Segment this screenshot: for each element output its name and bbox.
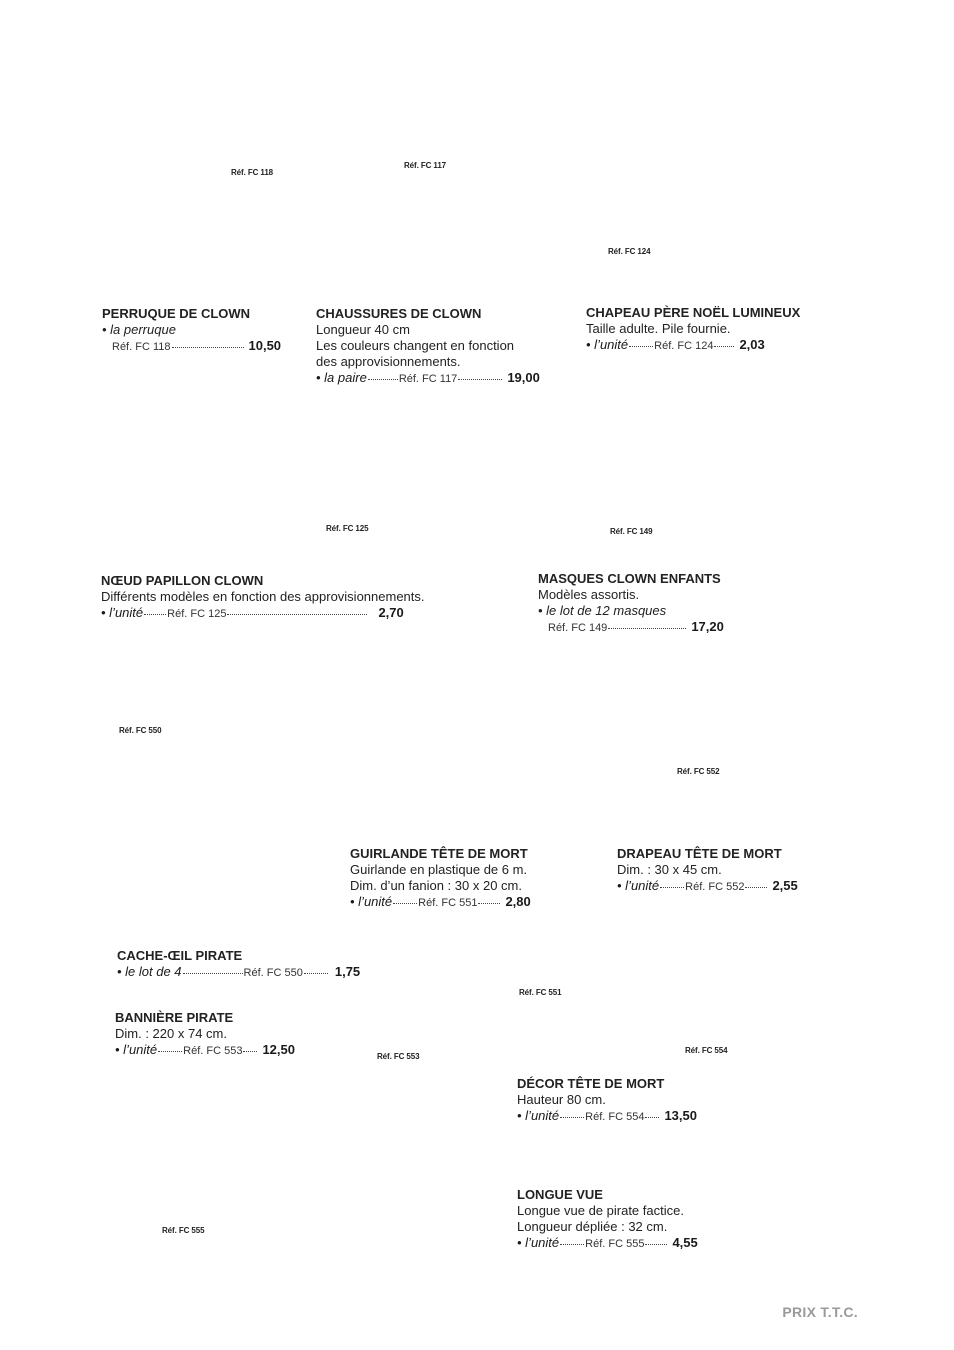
dot-leader bbox=[745, 887, 767, 888]
product-chapeau bbox=[586, 305, 800, 354]
product-unit: • la paire bbox=[316, 370, 367, 385]
product-price: 1,75 bbox=[334, 964, 361, 979]
image-ref-fc555: Réf. FC 555 bbox=[162, 1226, 205, 1235]
product-desc-line: Dim. d’un fanion : 30 x 20 cm. bbox=[350, 878, 522, 893]
product-banniere bbox=[115, 1010, 295, 1059]
product-price: 12,50 bbox=[262, 1042, 295, 1057]
image-ref-fc149: Réf. FC 149 bbox=[610, 527, 653, 536]
product-desc-line: Modèles assortis. bbox=[538, 587, 640, 602]
product-price: 13,50 bbox=[664, 1108, 697, 1123]
product-unit: • l’unité bbox=[115, 1042, 158, 1057]
product-unit: • la perruque bbox=[102, 322, 176, 337]
product-ref: Réf. FC 552 bbox=[685, 881, 745, 893]
product-unit: • l’unité bbox=[517, 1235, 560, 1250]
product-title: BANNIÈRE PIRATE bbox=[115, 1010, 234, 1025]
product-unit: • le lot de 12 masques bbox=[538, 603, 667, 618]
product-desc-line: Dim. : 30 x 45 cm. bbox=[617, 862, 722, 877]
image-ref-fc117: Réf. FC 117 bbox=[404, 161, 447, 170]
product-ref: Réf. FC 553 bbox=[183, 1045, 243, 1057]
product-desc-line: Dim. : 220 x 74 cm. bbox=[115, 1026, 227, 1041]
image-ref-fc552: Réf. FC 552 bbox=[677, 767, 720, 776]
product-ref: Réf. FC 550 bbox=[243, 967, 303, 979]
product-ref: Réf. FC 555 bbox=[585, 1238, 645, 1250]
product-desc-line: Longueur 40 cm bbox=[316, 322, 410, 337]
product-desc-line: Différents modèles en fonction des approvisionnements. bbox=[101, 589, 425, 604]
image-ref-fc118: Réf. FC 118 bbox=[231, 168, 274, 177]
product-title: PERRUQUE DE CLOWN bbox=[102, 306, 251, 321]
product-ref: Réf. FC 554 bbox=[585, 1111, 645, 1123]
dot-leader bbox=[172, 347, 244, 348]
product-unit: • le lot de 4 bbox=[117, 964, 182, 979]
image-ref-fc554: Réf. FC 554 bbox=[685, 1046, 728, 1055]
product-price: 19,00 bbox=[507, 370, 540, 385]
product-title: CHAPEAU PÈRE NOËL LUMINEUX bbox=[586, 305, 801, 320]
product-masques bbox=[538, 571, 724, 636]
dot-leader bbox=[393, 903, 417, 904]
dot-leader bbox=[304, 973, 328, 974]
product-unit: • l’unité bbox=[586, 337, 629, 352]
product-cacheoeil bbox=[117, 948, 360, 981]
product-desc-line: Les couleurs changent en fonction bbox=[316, 338, 515, 353]
product-price: 17,20 bbox=[691, 619, 724, 634]
image-ref-fc553: Réf. FC 553 bbox=[377, 1052, 420, 1061]
product-title: DRAPEAU TÊTE DE MORT bbox=[617, 846, 782, 861]
product-price: 10,50 bbox=[248, 338, 282, 353]
dot-leader bbox=[645, 1117, 659, 1118]
product-title: NŒUD PAPILLON CLOWN bbox=[101, 573, 264, 588]
dot-leader bbox=[629, 346, 653, 347]
product-ref: Réf. FC 551 bbox=[418, 897, 478, 909]
dot-leader bbox=[560, 1117, 584, 1118]
dot-leader bbox=[458, 379, 502, 380]
dot-leader bbox=[478, 903, 500, 904]
product-price: 2,70 bbox=[378, 605, 404, 620]
product-desc-line: Guirlande en plastique de 6 m. bbox=[350, 862, 528, 877]
product-ref: Réf. FC 149 bbox=[548, 622, 608, 634]
product-title: LONGUE VUE bbox=[517, 1187, 603, 1202]
product-desc-line: Hauteur 80 cm. bbox=[517, 1092, 606, 1107]
product-perruque bbox=[102, 306, 281, 355]
product-unit: • l’unité bbox=[101, 605, 144, 620]
product-ref: Réf. FC 118 bbox=[112, 341, 171, 353]
image-ref-fc550: Réf. FC 550 bbox=[119, 726, 162, 735]
image-ref-fc551: Réf. FC 551 bbox=[519, 988, 562, 997]
dot-leader bbox=[714, 346, 734, 347]
image-ref-fc124: Réf. FC 124 bbox=[608, 247, 651, 256]
product-price: 2,55 bbox=[772, 878, 798, 893]
product-desc-line: Longue vue de pirate factice. bbox=[517, 1203, 684, 1218]
product-price: 2,03 bbox=[739, 337, 765, 352]
product-ref: Réf. FC 117 bbox=[398, 373, 458, 385]
product-desc-line: Longueur dépliée : 32 cm. bbox=[517, 1219, 668, 1234]
dot-leader bbox=[660, 887, 684, 888]
dot-leader bbox=[158, 1051, 182, 1052]
image-ref-fc125: Réf. FC 125 bbox=[326, 524, 369, 533]
dot-leader bbox=[243, 1051, 257, 1052]
product-unit: • l’unité bbox=[350, 894, 393, 909]
product-unit: • l’unité bbox=[517, 1108, 560, 1123]
dot-leader bbox=[227, 614, 367, 615]
product-title: DÉCOR TÊTE DE MORT bbox=[517, 1076, 665, 1091]
product-title: MASQUES CLOWN ENFANTS bbox=[538, 571, 721, 586]
dot-leader bbox=[368, 379, 398, 380]
product-noeud bbox=[101, 573, 425, 622]
dot-leader bbox=[608, 628, 686, 629]
dot-leader bbox=[183, 973, 243, 974]
product-unit: • l’unité bbox=[617, 878, 660, 893]
product-title: GUIRLANDE TÊTE DE MORT bbox=[350, 846, 528, 861]
product-price: 4,55 bbox=[672, 1235, 698, 1250]
product-guirlande bbox=[350, 846, 531, 911]
product-ref: Réf. FC 125 bbox=[167, 608, 227, 620]
prix-ttc-label: PRIX T.T.C. bbox=[782, 1304, 858, 1320]
product-drapeau bbox=[617, 846, 798, 895]
dot-leader bbox=[560, 1244, 584, 1245]
product-title: CACHE-ŒIL PIRATE bbox=[117, 948, 243, 963]
product-ref: Réf. FC 124 bbox=[654, 340, 714, 352]
dot-leader bbox=[144, 614, 166, 615]
product-price: 2,80 bbox=[505, 894, 531, 909]
product-chaussures bbox=[316, 306, 540, 387]
product-decor bbox=[517, 1076, 697, 1125]
product-desc-line: des approvisionnements. bbox=[316, 354, 461, 369]
product-longuevue bbox=[517, 1187, 698, 1252]
product-title: CHAUSSURES DE CLOWN bbox=[316, 306, 482, 321]
dot-leader bbox=[645, 1244, 667, 1245]
product-desc-line: Taille adulte. Pile fournie. bbox=[586, 321, 731, 336]
